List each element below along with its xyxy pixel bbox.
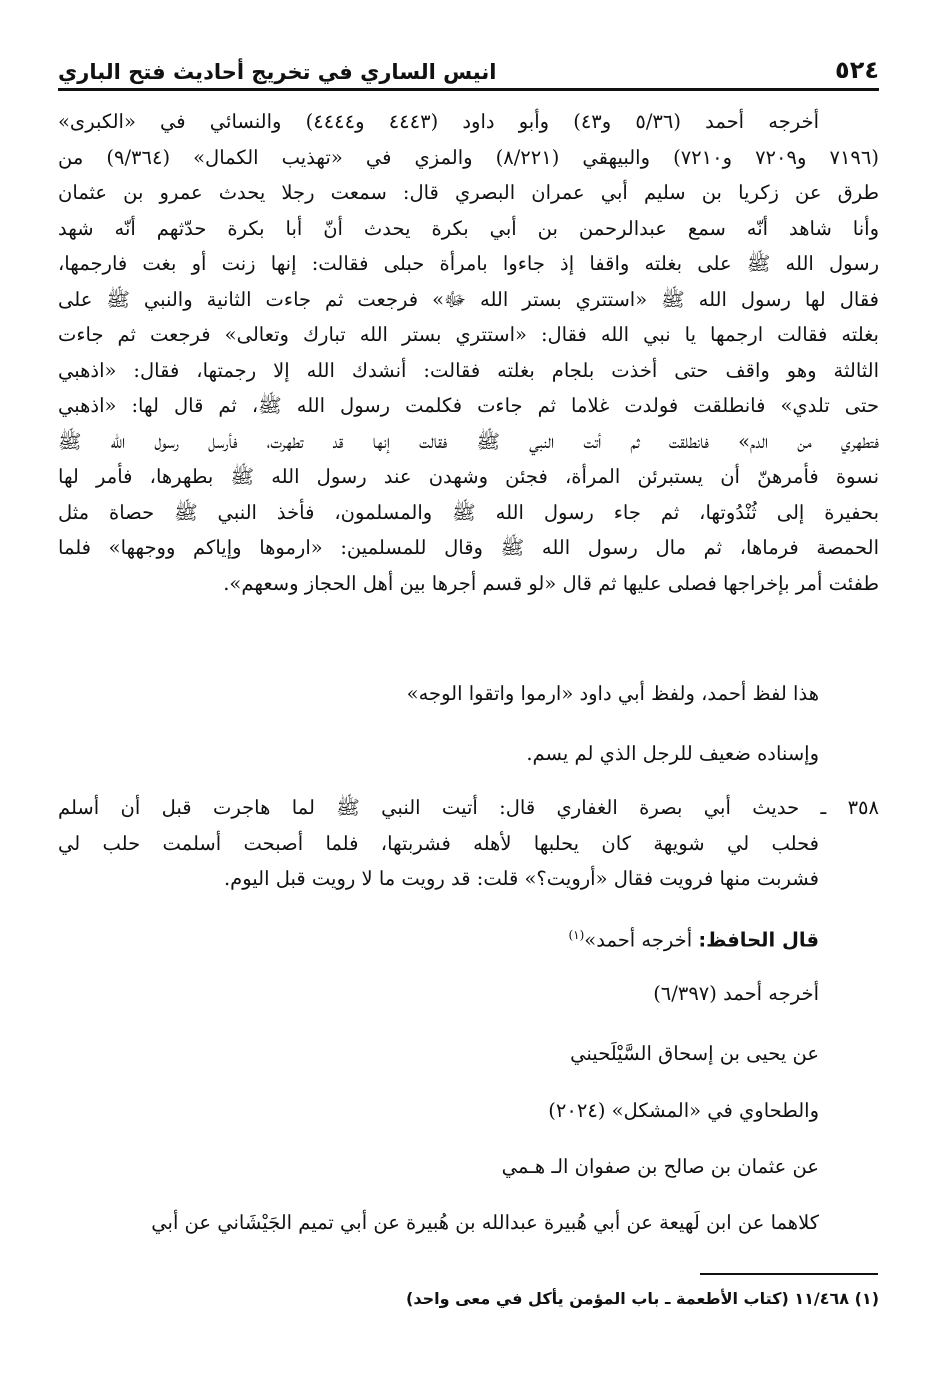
header-divider xyxy=(58,88,879,91)
hafiz-label: قال الحافظ: xyxy=(698,928,819,952)
hafiz-statement xyxy=(58,917,879,953)
source-line: عن يحيى بن إسحاق السَّيْلَحيني xyxy=(570,1042,819,1065)
text-line: رسول الله ﷺ على بغلته واقفا إذ جاءوا بامرأة حبلى فقالت: إنها زنت أو بغت فارجمها، xyxy=(58,252,879,275)
text-line: فحلب لي شويهة كان يحلبها لأهله فشربتها، فلما أصبحت أسلمت حلب لي xyxy=(58,831,819,855)
takhrij-paragraph xyxy=(58,104,879,601)
hadith-358 xyxy=(58,790,879,897)
text-line: الحمصة فرماها، ثم مال رسول الله ﷺ وقال للمسلمين: «ارموها وإياكم ووجهها» فلما xyxy=(58,536,879,559)
source-line: عن عثمان بن صالح بن صفوان الـ هـمي xyxy=(501,1155,819,1178)
text-line: بحفيرة إلى ثُنْدُوتها، ثم جاء رسول الله ﷺ والمسلمون، فأخذ النبي ﷺ حصاة مثل xyxy=(58,500,879,524)
source-line: والطحاوي في «المشكل» (٢٠٢٤) xyxy=(548,1099,819,1122)
text-line: ٣٥٨ ـ حديث أبي بصرة الغفاري قال: أتيت النبي ﷺ لما هاجرت قبل أن أسلم xyxy=(58,796,879,819)
isnad-grading: وإسناده ضعيف للرجل الذي لم يسم. xyxy=(526,742,819,765)
text-line: حتى تلدي» فانطلقت فولدت غلاما ثم جاءت فكلمت رسول الله ﷺ، ثم قال لها: «اذهبي xyxy=(58,394,879,417)
text-line: فقال لها رسول الله ﷺ «استتري بستر الله ﷻ» فرجعت ثم جاءت الثانية والنبي ﷺ على xyxy=(58,287,879,311)
text-line: فشربت منها فرويت فقال «أرويت؟» قلت: قد رويت ما لا رويت قبل اليوم. xyxy=(223,867,819,890)
footnote: (١) ١١/٤٦٨ (كتاب الأطعمة ـ باب المؤمن يأكل في معى واحد) xyxy=(406,1289,879,1308)
text-line: بغلته فقالت ارجمها يا نبي الله فقال: «استتري بستر الله تبارك وتعالى» فرجعت ثم جاءت xyxy=(58,323,879,346)
text-line: الثالثة وهو واقف حتى أخذت بلجام بغلته فقالت: أنشدك الله إلا رجمتها، فقال: «اذهبي xyxy=(58,358,879,382)
text-line: طرق عن زكريا بن سليم أبي عمران البصري قال: سمعت رجلا يحدث عمرو بن عثمان xyxy=(58,181,879,204)
footnote-marker: (١) xyxy=(568,928,585,942)
text-line: وأنا شاهد أنّه سمع عبدالرحمن بن أبي بكرة يحدث أنّ أبا بكرة حدّثهم أنّه شهد xyxy=(58,216,879,240)
source-line: أخرجه أحمد (٦/٣٩٧) xyxy=(653,982,819,1005)
wording-note: هذا لفظ أحمد، ولفظ أبي داود «ارموا واتقوا الوجه» xyxy=(406,682,819,705)
text-line: أخرجه أحمد (٥/٣٦ و٤٣) وأبو داود (٤٤٤٣ و٤٤٤٤) والنسائي في «الكبرى» xyxy=(58,110,819,133)
page-number: ٥٢٤ xyxy=(835,56,879,84)
text-line: (٧١٩٦ و٧٢٠٩ و٧٢١٠) والبيهقي (٨/٢٢١) والمزي في «تهذيب الكمال» (٩/٣٦٤) من xyxy=(58,145,879,169)
footnote-divider xyxy=(700,1273,878,1275)
hafiz-text: أخرجه أحمد» xyxy=(584,928,693,952)
text-line: نسوة فأمرهنّ أن يستبرئن المرأة، فجئن وشهدن عند رسول الله ﷺ بطهرها، فأمر لها xyxy=(58,465,879,488)
page-header xyxy=(58,44,879,84)
text-line: فتطهري من الدم» فانطلقت ثم أتت النبي ﷺ فقالت إنها قد تطهرت، فأرسل رسول الله ﷺ xyxy=(58,429,879,453)
running-title: انيس الساري في تخريج أحاديث فتح الباري xyxy=(58,60,497,84)
text-line: طفئت أمر بإخراجها فصلى عليها ثم قال «لو قسم أجرها بين أهل الحجاز وسعهم». xyxy=(223,571,879,595)
source-line: كلاهما عن ابن لَهيعة عن أبي هُبيرة عبدالله بن هُبيرة عن أبي تميم الجَيْشَاني عن أبي xyxy=(151,1211,819,1234)
